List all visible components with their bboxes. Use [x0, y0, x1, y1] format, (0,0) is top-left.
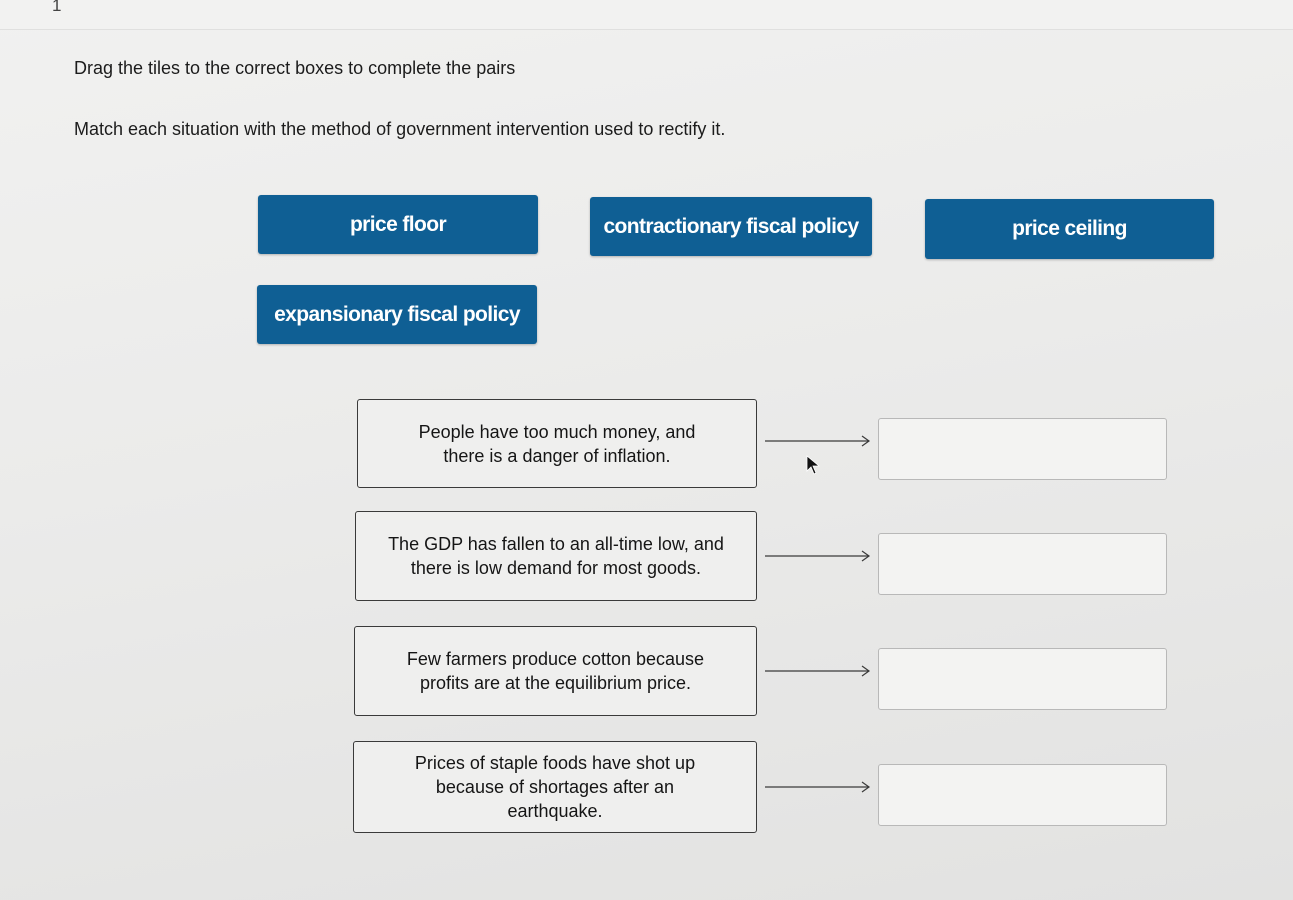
situation-3-line-2: profits are at the equilibrium price. — [419, 673, 692, 693]
drop-target-1[interactable] — [878, 418, 1167, 480]
situation-text-2 — [388, 532, 724, 580]
drop-target-4[interactable] — [878, 764, 1167, 826]
situation-4-line-3: earthquake. — [507, 801, 603, 821]
situation-3-line-1: Few farmers produce cotton because — [406, 649, 705, 669]
top-strip — [0, 0, 1293, 30]
mouse-cursor-icon — [806, 455, 820, 475]
situation-1-line-2: there is a danger of inflation. — [443, 445, 671, 466]
situation-2-line-2: there is low demand for most goods. — [410, 558, 702, 578]
question-number: 1 — [52, 0, 62, 15]
situation-text-4 — [415, 751, 695, 823]
arrow-right-icon — [765, 664, 872, 678]
situation-box-3 — [354, 626, 757, 716]
drop-target-3[interactable] — [878, 648, 1167, 710]
situation-box-1 — [357, 399, 757, 488]
situation-box-2 — [355, 511, 757, 601]
drop-target-2[interactable] — [878, 533, 1167, 595]
situation-text-3 — [407, 647, 704, 695]
arrow-right-icon — [765, 434, 872, 448]
instruction-drag: Drag the tiles to the correct boxes to complete the pairs — [74, 58, 516, 78]
situation-box-4 — [353, 741, 757, 833]
tile-price-floor[interactable]: price floor — [258, 195, 538, 254]
situation-1-line-1: People have too much money, and — [418, 421, 696, 442]
instruction-match: Match each situation with the method of government intervention used to rectify it. — [74, 119, 726, 139]
situation-text-1 — [419, 420, 696, 468]
tile-price-ceiling[interactable]: price ceiling — [925, 199, 1214, 259]
arrow-right-icon — [765, 549, 872, 563]
situation-2-line-1: The GDP has fallen to an all-time low, and — [388, 534, 724, 554]
situation-4-line-2: because of shortages after an — [435, 777, 675, 797]
situation-4-line-1: Prices of staple foods have shot up — [414, 753, 696, 773]
arrow-right-icon — [765, 780, 872, 794]
tile-expansionary-fiscal-policy[interactable]: expansionary fiscal policy — [257, 285, 537, 344]
tile-contractionary-fiscal-policy[interactable]: contractionary fiscal policy — [590, 197, 872, 256]
